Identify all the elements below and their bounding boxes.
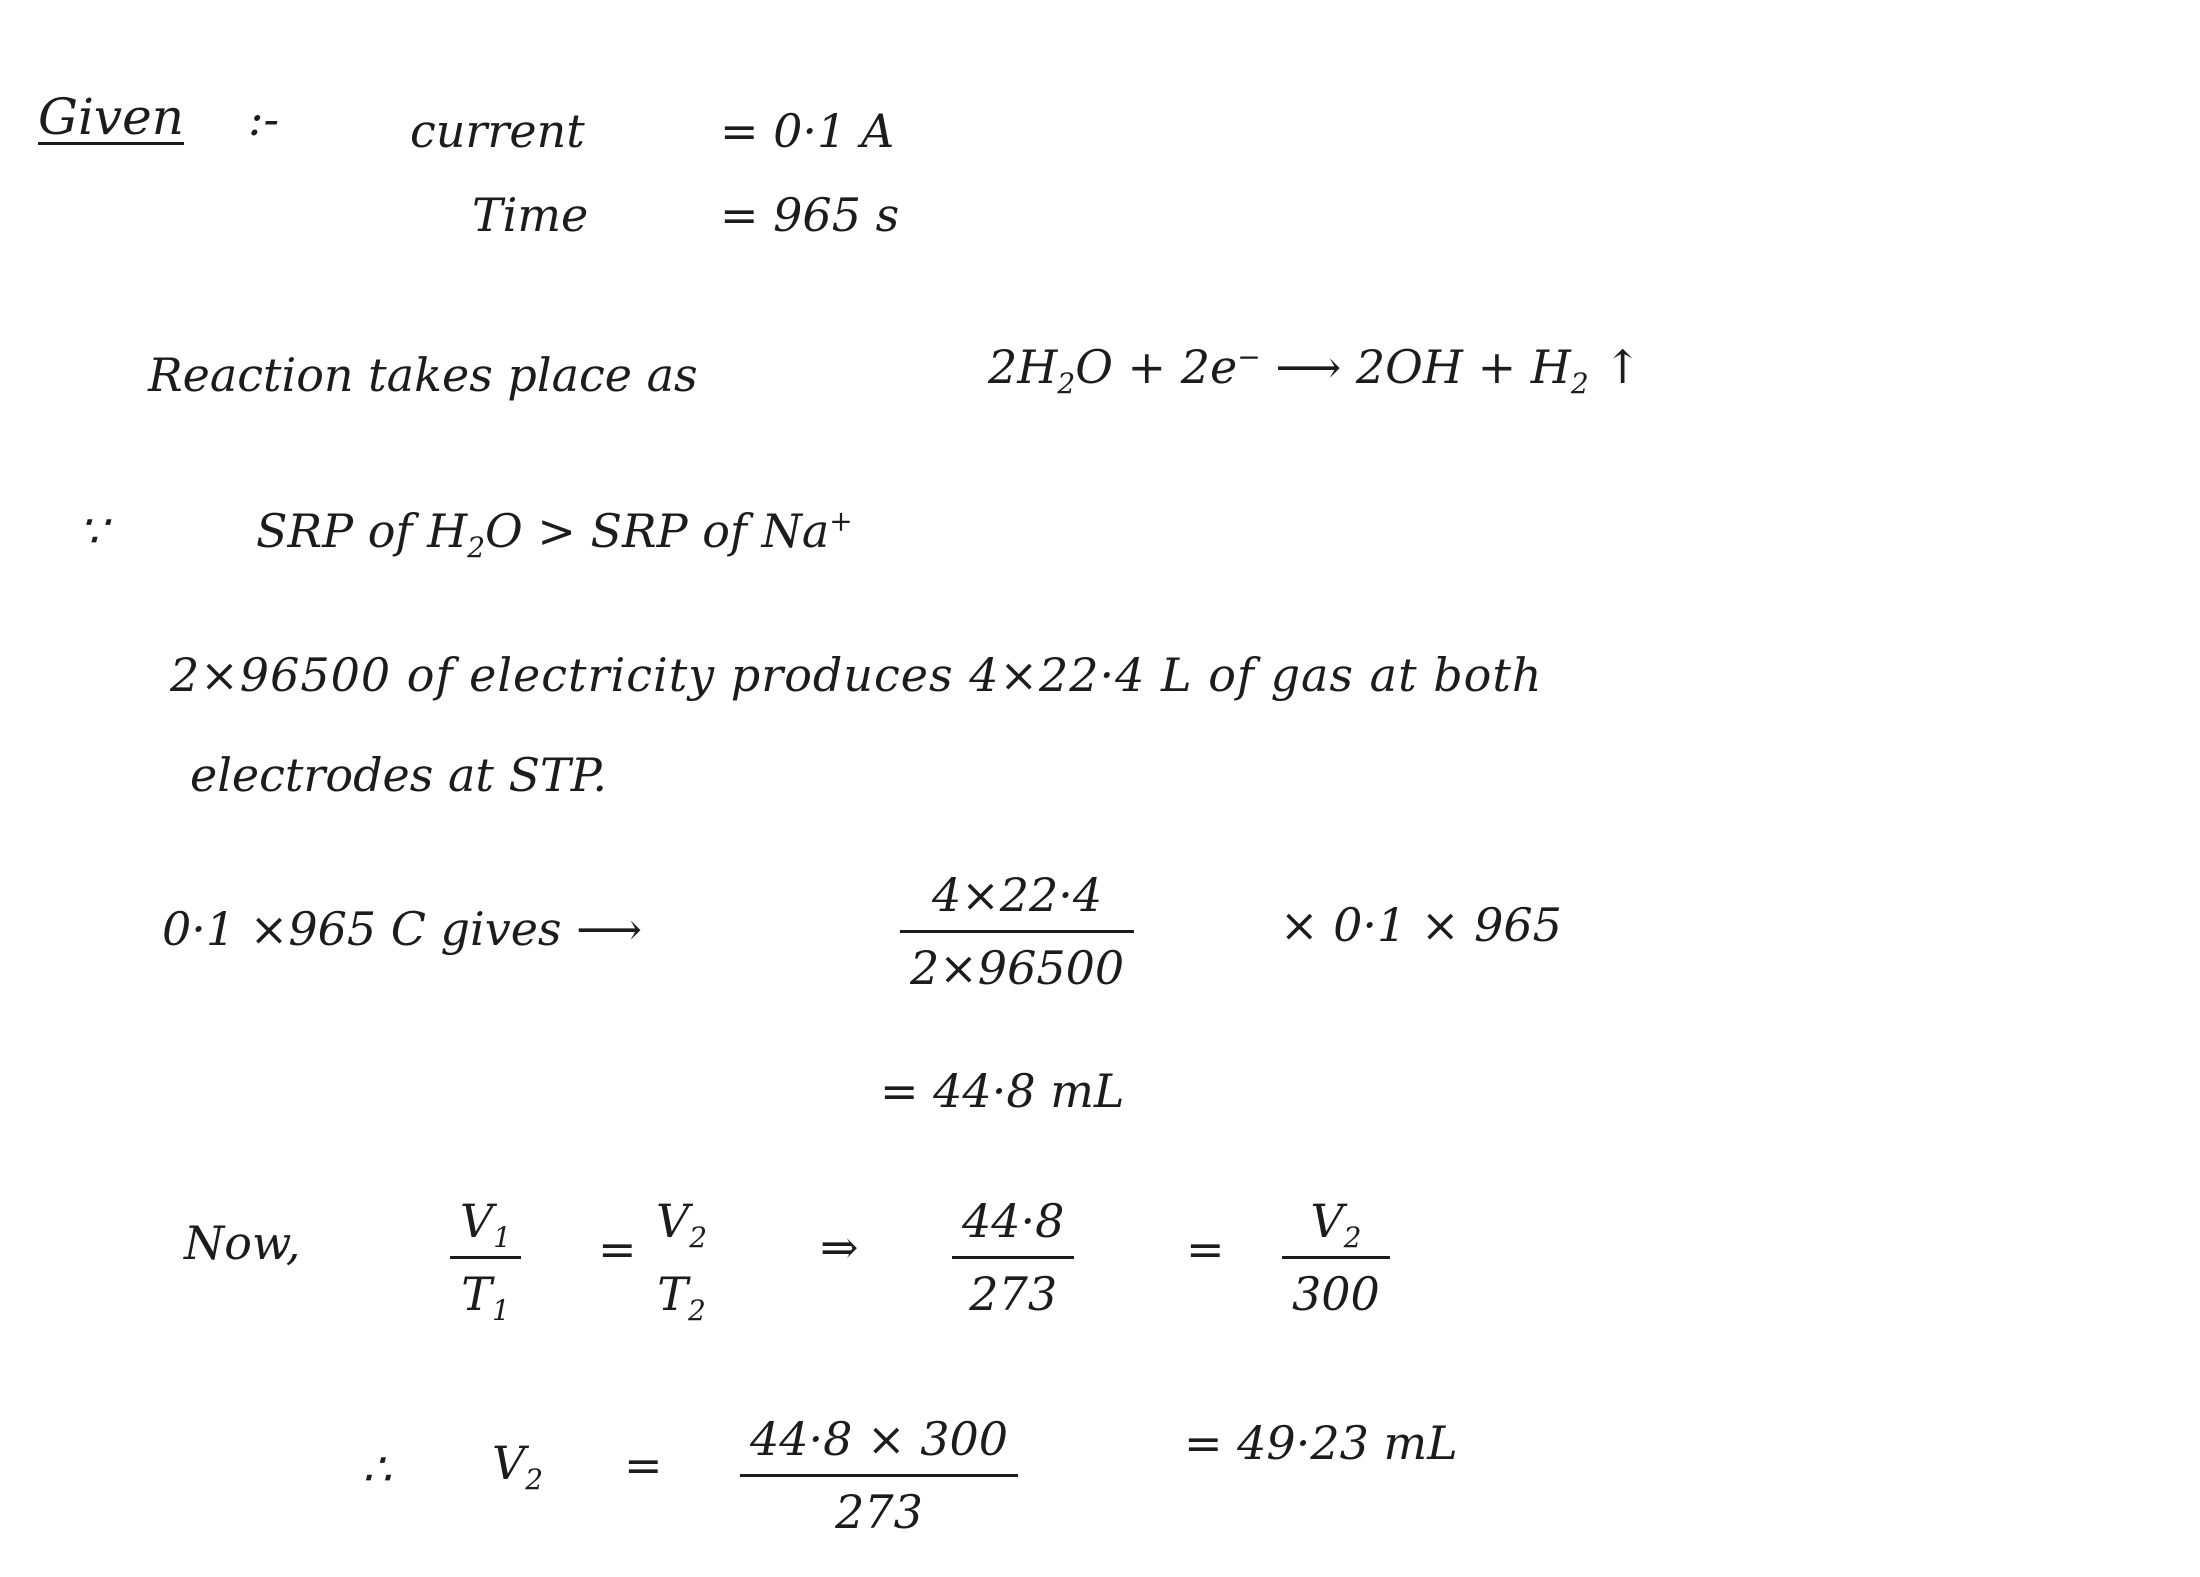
v2-300-fraction xyxy=(1282,1194,1390,1321)
gas-law-equals-2: = xyxy=(1186,1222,1225,1276)
reaction-text: Reaction takes place as xyxy=(148,348,698,402)
value-fraction xyxy=(952,1194,1074,1321)
given-heading-suffix: :- xyxy=(248,92,280,146)
time-value: = 965 s xyxy=(720,188,900,242)
t2-denominator: $T_2$ xyxy=(657,1267,706,1328)
reaction-rhs-arrow: ↑ xyxy=(1603,340,1642,394)
reaction-lhs-sup: − xyxy=(1237,340,1261,374)
final-result: = 49·23 mL xyxy=(1184,1416,1458,1470)
final-numerator: 44·8 × 300 xyxy=(750,1412,1009,1466)
srp-part2: O > SRP of Na xyxy=(485,504,830,558)
calc1-denominator: 2×96500 xyxy=(910,941,1125,995)
reaction-lhs-a: 2H xyxy=(988,340,1058,394)
current-label: current xyxy=(410,104,585,158)
calc1-numerator: 4×22·4 xyxy=(931,868,1103,922)
given-heading: Given xyxy=(38,88,184,146)
calc1-result: = 44·8 mL xyxy=(880,1064,1125,1118)
current-value: = 0·1 A xyxy=(720,104,895,158)
final-denominator: 273 xyxy=(835,1485,923,1539)
electricity-line2: electrodes at STP. xyxy=(190,748,607,802)
time-label: Time xyxy=(472,188,589,242)
srp-part1: SRP of H xyxy=(256,504,468,558)
v2-t2-fraction xyxy=(646,1194,717,1328)
reaction-arrow: ⟶ xyxy=(1275,340,1342,394)
value-numerator: 44·8 xyxy=(962,1194,1065,1248)
gas-law-equals: = xyxy=(598,1222,637,1276)
because-symbol: ∵ xyxy=(78,504,108,558)
srp-sup: + xyxy=(829,504,853,538)
electricity-line1: 2×96500 of electricity produces 4×22·4 L of gas at both xyxy=(170,648,1543,702)
srp-statement xyxy=(256,504,853,565)
srp-sub: 2 xyxy=(467,531,486,565)
reaction-rhs-sub: 2 xyxy=(1570,367,1589,401)
final-equals: = xyxy=(624,1438,663,1492)
v2b-numerator: $V_2$ xyxy=(1310,1194,1362,1255)
now-label: Now, xyxy=(184,1216,301,1270)
v2-numerator: $V_2$ xyxy=(656,1194,708,1255)
value-denominator: 273 xyxy=(969,1267,1058,1321)
reaction-rhs-a: 2OH + H xyxy=(1355,340,1571,394)
v2-300-denominator: 300 xyxy=(1292,1267,1380,1321)
t1-denominator: $T_1$ xyxy=(461,1267,510,1328)
calc1-fraction xyxy=(900,868,1134,995)
calc1-lhs: 0·1 ×965 C gives ⟶ xyxy=(162,902,643,956)
final-fraction xyxy=(740,1412,1018,1539)
v1-t1-fraction xyxy=(450,1194,521,1328)
reaction-equation xyxy=(988,340,1642,401)
final-v2: $V_2$ xyxy=(492,1436,544,1497)
reaction-lhs-sub: 2 xyxy=(1057,367,1076,401)
reaction-lhs-b: O + 2e xyxy=(1075,340,1238,394)
implies-arrow: ⇒ xyxy=(820,1220,859,1274)
therefore-symbol: ∴ xyxy=(362,1442,392,1496)
v1-numerator: $V_1$ xyxy=(460,1194,512,1255)
calc1-multiplier: × 0·1 × 965 xyxy=(1280,898,1562,952)
